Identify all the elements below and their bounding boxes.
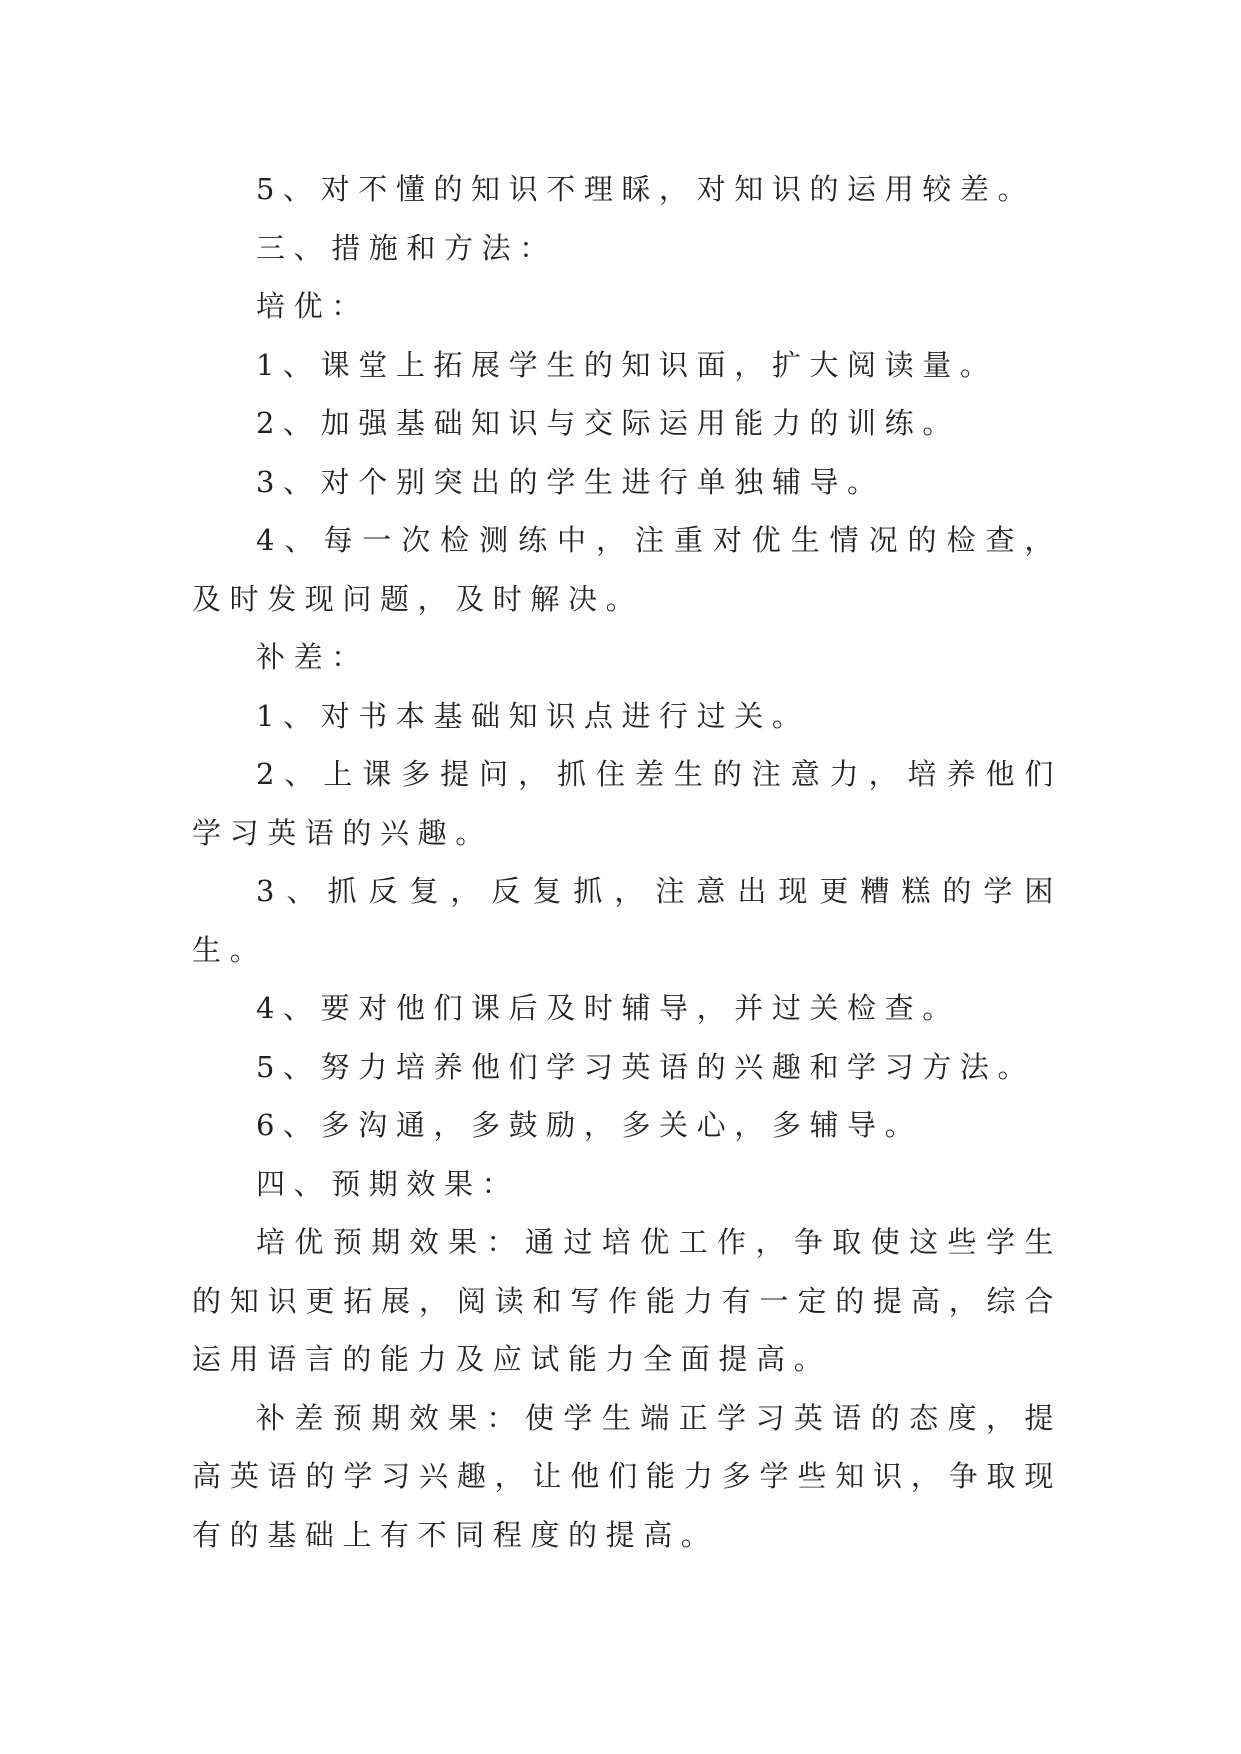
paragraph-excellent-results: 培优预期效果：通过培优工作，争取使这些学生的知识更拓展，阅读和写作能力有一定的提高，综合运用语言的能力及应试能力全面提高。 — [192, 1225, 1062, 1376]
list-item-after-class: 4、要对他们课后及时辅导，并过关检查。 — [256, 991, 960, 1025]
subheading-excellent: 培优： — [256, 289, 369, 323]
list-item-ask-questions: 2、上课多提问，抓住差生的注意力，培养他们学习英语的兴趣。 — [192, 757, 1062, 850]
section-heading-expected-results: 四、预期效果： — [256, 1166, 520, 1201]
list-item-cultivate-interest: 5、努力培养他们学习英语的兴趣和学习方法。 — [256, 1049, 1036, 1084]
list-item-repeat: 3、抓反复，反复抓，注意出现更糟糕的学困生。 — [192, 874, 1062, 967]
subheading-remedial: 补差： — [256, 640, 369, 674]
section-heading-measures: 三、措施和方法： — [256, 230, 557, 265]
list-item-expand-knowledge: 1、课堂上拓展学生的知识面，扩大阅读量。 — [256, 347, 998, 382]
list-item-check-progress: 4、每一次检测练中，注重对优生情况的检查，及时发现问题，及时解决。 — [192, 523, 1062, 616]
paragraph-remedial-results: 补差预期效果：使学生端正学习英语的态度，提高英语的学习兴趣，让他们能力多学些知识，争取现有的基础上有不同程度的提高。 — [192, 1400, 1062, 1552]
list-item-individual-tutoring: 3、对个别突出的学生进行单独辅导。 — [256, 464, 885, 499]
list-item-strengthen-basics: 2、加强基础知识与交际运用能力的训练。 — [256, 406, 960, 440]
list-item-communicate: 6、多沟通，多鼓励，多关心，多辅导。 — [256, 1108, 923, 1142]
list-item-basic-knowledge: 1、对书本基础知识点进行过关。 — [256, 698, 810, 733]
list-item-poor-application: 5、对不懂的知识不理睬，对知识的运用较差。 — [256, 172, 1036, 206]
document-body — [192, 160, 1062, 1564]
